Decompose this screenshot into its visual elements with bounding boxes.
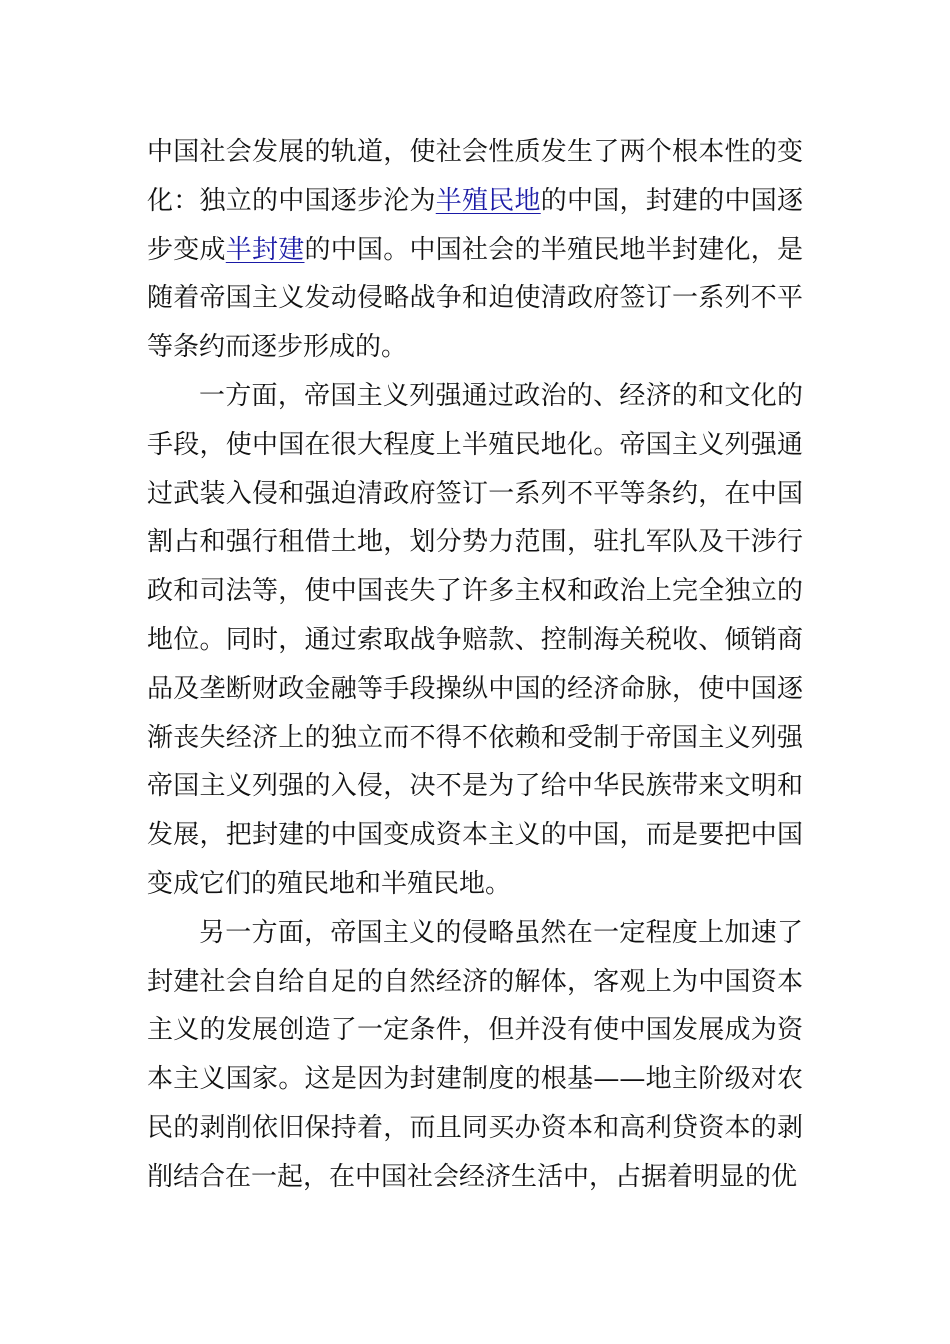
paragraph-1-text-c: 的中国。中国社会的半殖民地半封建化，是随着帝国主义发动侵略战争和迫使清政府签订一系列不平等条约而逐步形成的。 bbox=[147, 234, 803, 363]
document-body bbox=[147, 128, 803, 1202]
paragraph-1-text-a: 中国社会发展的轨道，使社会性质发生了两个根本性的变化：独立的中国逐步沦为 bbox=[147, 137, 803, 216]
paragraph-1 bbox=[147, 128, 803, 372]
paragraph-1-text-b: 的中国，封建的中国逐步变成 bbox=[147, 185, 803, 265]
paragraph-2: 一方面，帝国主义列强通过政治的、经济的和文化的手段，使中国在很大程度上半殖民地化。帝国主义列强通过武装入侵和强迫清政府签订一系列不平等条约，在中国割占和强行租借土地，划分势力范围，驻扎军队及干涉行政和司法等，使中国丧失了许多主权和政治上完全独立的地位。同时，通过索取战争赔款、控制海关税收、倾销商品及垄断财政金融等手段操纵中国的经济命脉，使中国逐渐丧失经济上的独立而不得不依赖和受制于帝国主义列强帝国主义列强的入侵，决不是为了给中华民族带来文明和发展，把封建的中国变成资本主义的中国，而是要把中国变成它们的殖民地和半殖民地。 bbox=[147, 380, 803, 899]
link-semi-feudal[interactable]: 半封建 bbox=[225, 234, 305, 265]
link-semi-colonial[interactable]: 半殖民地 bbox=[435, 185, 541, 216]
paragraph-3: 另一方面，帝国主义的侵略虽然在一定程度上加速了封建社会自给自足的自然经济的解体，客观上为中国资本主义的发展创造了一定条件，但并没有使中国发展成为资本主义国家。这是因为封建制度的根基——地主阶级对农民的剥削依旧保持着，而且同买办资本和高利贷资本的剥削结合在一起，在中国社会经济生活中，占据着明显的优 bbox=[147, 917, 803, 1192]
